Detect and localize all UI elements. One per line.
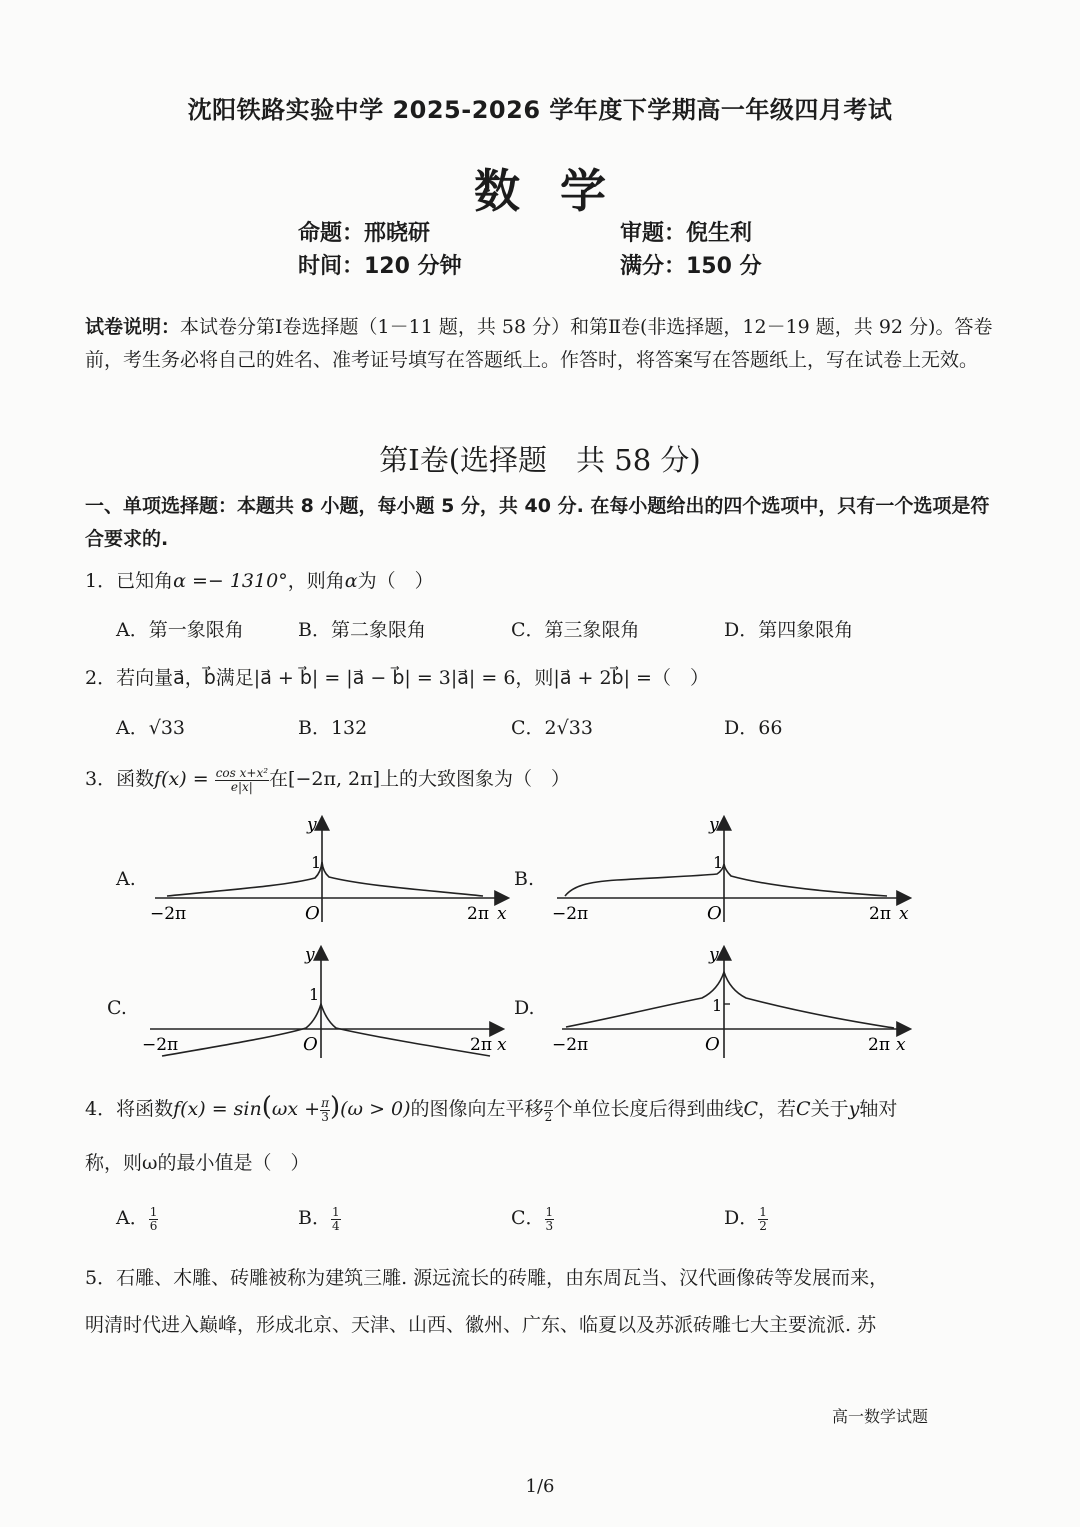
origin-label: O xyxy=(705,1034,720,1055)
left-tick-label: −2π xyxy=(552,1035,589,1055)
frac-den: 4 xyxy=(331,1218,340,1233)
left-tick-label: −2π xyxy=(552,904,589,924)
q4-text-1: 将函数 xyxy=(116,1098,174,1120)
q4-pi-over-2 xyxy=(544,1097,554,1124)
q1-alpha: α xyxy=(344,570,358,592)
instructions-text: 本试卷分第Ⅰ卷选择题（1－11 题，共 58 分）和第Ⅱ卷(非选择题，12－19 题，共 92 分)。答卷前，考生务必将自己的姓名、准考证号填写在答题纸上。作答时，将答案写在答题纸上，写在试卷上无效。 xyxy=(85,316,993,371)
section-title: 第Ⅰ卷(选择题 共 58 分) xyxy=(379,443,701,477)
exam-school-title: 沈阳铁路实验中学 2025-2026 学年度下学期高一年级四月考试 xyxy=(187,96,893,124)
q4-text-5: 关于 xyxy=(810,1098,849,1120)
q4-text-3: 个单位长度后得到曲线 xyxy=(553,1098,744,1120)
q1-option-a: A．第一象限角 xyxy=(116,619,244,641)
q3-graph-c-label: C. xyxy=(107,997,127,1019)
origin-label: O xyxy=(303,1034,318,1055)
q4-pi3-den: 3 xyxy=(321,1109,329,1124)
q3-suffix: 在[−2π, 2π]上的大致图象为（ ） xyxy=(269,768,571,790)
x-axis-label: x xyxy=(896,1035,906,1055)
q1-option-c: C．第三象限角 xyxy=(511,619,640,641)
question-5-line2: 明清时代进入巅峰，形成北京、天津、山西、徽州、广东、临夏以及苏派砖雕七大主要流派. 苏 xyxy=(85,1314,877,1336)
q3-graph-b-label: B. xyxy=(514,868,535,890)
q3-frac-den: e|x| xyxy=(230,779,253,794)
y-axis-label: y xyxy=(709,815,719,835)
q3-fraction xyxy=(215,767,269,794)
q4-option-a xyxy=(116,1203,158,1233)
frac-num: 1 xyxy=(149,1204,158,1219)
q3-prefix: 函数 xyxy=(116,768,155,790)
frac-num: 1 xyxy=(331,1204,340,1219)
question-3-stem xyxy=(85,764,570,794)
q4-opt-c-label: C． xyxy=(511,1207,545,1229)
subject-title: 数学 xyxy=(474,164,646,218)
q3-graph-a xyxy=(145,810,520,930)
q4-opt-d-frac xyxy=(758,1206,768,1233)
frac-den: 6 xyxy=(149,1218,158,1233)
function-curve xyxy=(167,862,483,896)
origin-label: O xyxy=(305,903,320,924)
peak-label: 1 xyxy=(311,853,322,872)
question-5-line1: 5．石雕、木雕、砖雕被称为建筑三雕. 源远流长的砖雕，由东周瓦当、汉代画像砖等发展而来， xyxy=(85,1267,889,1289)
instructions-label: 试卷说明： xyxy=(85,316,181,338)
exam-time: 时间：120 分钟 xyxy=(298,254,462,279)
origin-label: O xyxy=(707,903,722,924)
question-2-stem: 2．若向量a⃗，b⃗满足|a⃗ + b⃗| = |a⃗ − b⃗| = 3|a⃗| = 6，则|a⃗ + 2b⃗| =（ ） xyxy=(85,667,709,689)
q4-pi2-num: π xyxy=(544,1095,553,1110)
q2-option-b: B．132 xyxy=(298,717,368,739)
q4-condition: (ω > 0) xyxy=(340,1098,411,1120)
q1-option-b: B．第二象限角 xyxy=(298,619,426,641)
q3-func: f(x) = xyxy=(154,768,209,790)
question-4-line2: 称，则ω的最小值是（ ） xyxy=(85,1152,310,1174)
q4-opt-a-label: A． xyxy=(116,1207,149,1229)
page-number: 1/6 xyxy=(525,1476,555,1497)
q3-graph-c xyxy=(140,940,515,1060)
q1-angle-expr: α =− 1310° xyxy=(173,570,288,592)
q4-opt-b-label: B． xyxy=(298,1207,331,1229)
left-tick-label: −2π xyxy=(150,904,187,924)
q1-option-d: D．第四象限角 xyxy=(724,619,854,641)
q4-pi-over-3 xyxy=(320,1097,330,1124)
q3-graph-d xyxy=(552,940,922,1060)
q4-text-2: 的图像向左平移 xyxy=(410,1098,544,1120)
right-tick-label: 2π xyxy=(470,1035,492,1055)
q4-text-4: ，若 xyxy=(758,1098,797,1120)
q3-graph-b xyxy=(547,810,922,930)
q4-option-c xyxy=(511,1203,554,1233)
frac-num: 1 xyxy=(759,1204,767,1219)
question-4-stem xyxy=(85,1092,897,1124)
q4-option-d xyxy=(724,1203,768,1233)
q1-text-a: 1．已知角 xyxy=(85,570,174,592)
right-tick-label: 2π xyxy=(467,904,489,924)
q2-option-d: D．66 xyxy=(724,717,783,739)
q4-y: y xyxy=(848,1098,860,1120)
q3-graph-d-label: D. xyxy=(514,997,535,1019)
frac-num: 1 xyxy=(545,1204,554,1219)
proposer-info: 命题：邢晓研 xyxy=(298,221,431,246)
q4-text-6: 轴对 xyxy=(859,1098,898,1120)
q3-graph-a-label: A. xyxy=(116,868,136,890)
q1-text-e: 为（ ） xyxy=(357,570,434,592)
x-axis-label: x xyxy=(899,904,909,924)
part-one-intro: 一、单项选择题：本题共 8 小题，每小题 5 分，共 40 分. 在每小题给出的四个选项中，只有一个选项是符合要求的. xyxy=(85,495,990,550)
q4-rparen: ) xyxy=(329,1092,341,1122)
q4-opt-b-frac xyxy=(331,1206,341,1233)
right-tick-label: 2π xyxy=(869,904,891,924)
x-axis-label: x xyxy=(497,904,507,924)
q4-option-b xyxy=(298,1203,341,1233)
frac-den: 2 xyxy=(759,1218,767,1233)
x-axis-label: x xyxy=(497,1035,507,1055)
q3-number: 3． xyxy=(85,768,117,790)
function-curve xyxy=(565,864,887,896)
q4-opt-d-label: D． xyxy=(724,1207,759,1229)
q2-option-a: A．√33 xyxy=(116,717,186,739)
footer-doc-label: 高一数学试题 xyxy=(832,1407,929,1426)
full-score: 满分：150 分 xyxy=(620,254,762,279)
y-axis-label: y xyxy=(305,945,315,965)
y-axis-label: y xyxy=(307,815,317,835)
q4-opt-c-frac xyxy=(545,1206,555,1233)
q4-pi3-num: π xyxy=(321,1095,329,1110)
q3-frac-num: cos x+x² xyxy=(215,765,269,780)
question-1-stem xyxy=(85,566,434,593)
reviewer-info: 审题：倪生利 xyxy=(620,221,753,246)
peak-label: 1 xyxy=(712,996,723,1015)
q4-curve-c2: C xyxy=(796,1098,811,1120)
function-curve xyxy=(162,1004,490,1056)
instructions xyxy=(85,311,995,377)
peak-label: 1 xyxy=(309,985,320,1004)
q4-func: f(x) = sin xyxy=(173,1098,262,1120)
q4-curve-c: C xyxy=(743,1098,758,1120)
q2-option-c: C．2√33 xyxy=(511,717,593,739)
q4-opt-a-frac xyxy=(149,1206,159,1233)
function-curve xyxy=(566,972,894,1028)
frac-den: 3 xyxy=(545,1218,554,1233)
left-tick-label: −2π xyxy=(142,1035,179,1055)
q4-pi2-den: 2 xyxy=(544,1109,553,1124)
right-tick-label: 2π xyxy=(868,1035,890,1055)
y-axis-label: y xyxy=(709,945,719,965)
q4-inner: ωx + xyxy=(271,1098,321,1120)
q4-number: 4． xyxy=(85,1098,117,1120)
q4-lparen: ( xyxy=(261,1092,272,1122)
peak-label: 1 xyxy=(713,853,724,872)
q1-text-c: ，则角 xyxy=(287,570,345,592)
